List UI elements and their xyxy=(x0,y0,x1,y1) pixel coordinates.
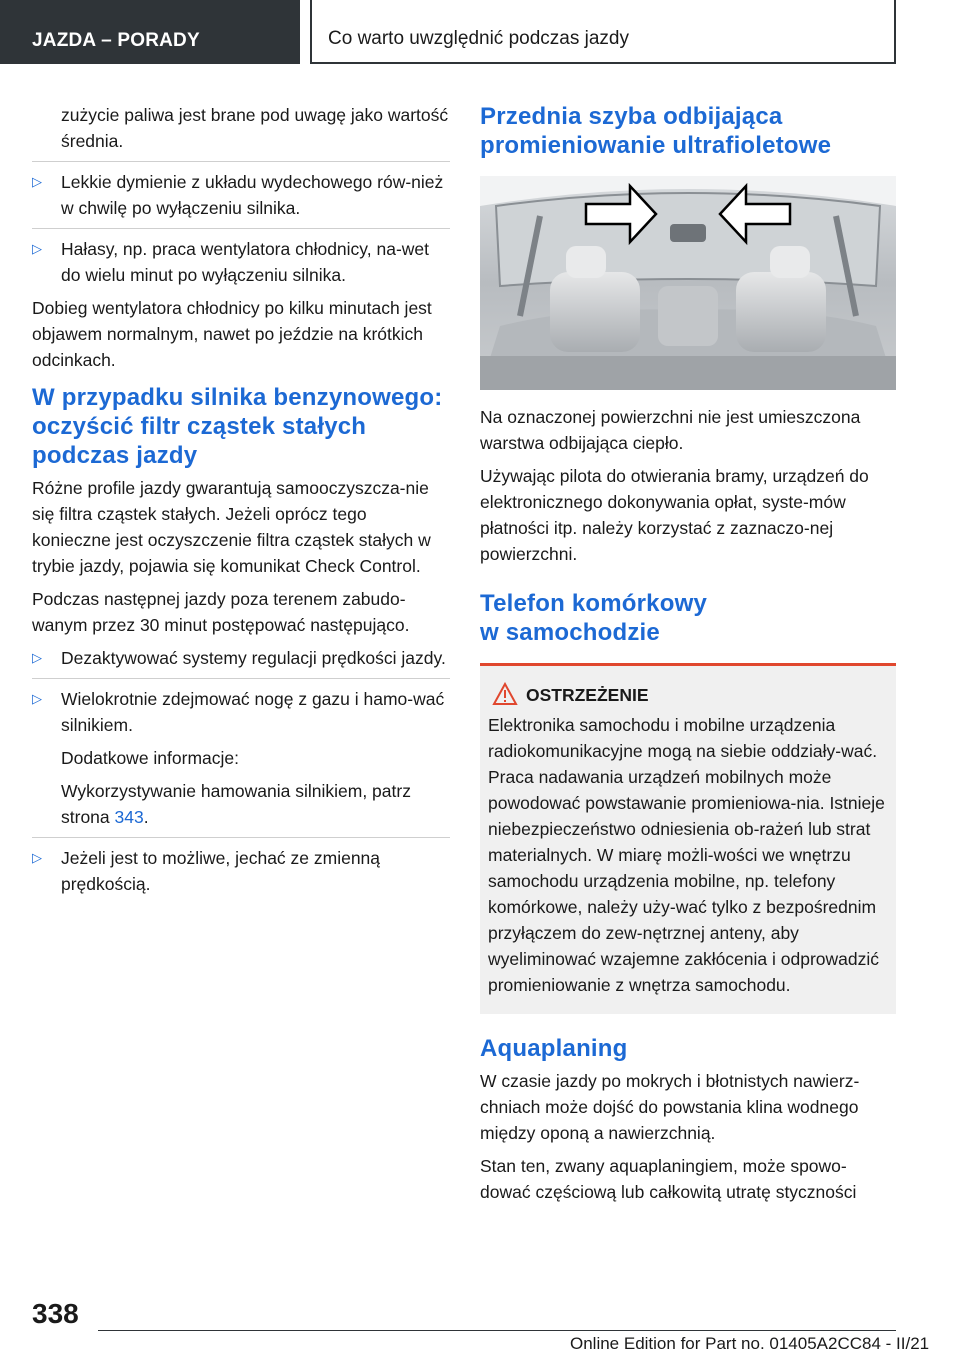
paragraph: Dobieg wentylatora chłodnicy po kilku minutach jest objawem normalnym, nawet po jeździe na krótkich odcinkach. xyxy=(32,298,432,370)
paragraph: Stan ten, zwany aquaplaningiem, może spowo-dować częściową lub całkowitą utratę styczności xyxy=(480,1156,857,1202)
list-item xyxy=(32,645,450,671)
list-item-text: Wielokrotnie zdejmować nogę z gazu i hamo-wać silnikiem. xyxy=(61,689,445,735)
list-item xyxy=(32,845,450,897)
list-item-text: Dezaktywować systemy regulacji prędkości jazdy. xyxy=(61,648,446,668)
page-link[interactable]: 343 xyxy=(114,807,144,827)
heading-line-2: w samochodzie xyxy=(480,619,660,646)
paragraph: W czasie jazdy po mokrych i błotnistych nawierz-chniach może dojść do powstania klina wodnego między oponą a nawierzchnią. xyxy=(480,1071,860,1143)
warning-text: Elektronika samochodu i mobilne urządzenia radiokomunikacyjne mogą na siebie oddziały-wać. Praca nadawania urządzeń mobilnych może powodować powstawanie promieniowa-nia. Istnieje niebezpieczeństwo odniesienia ob-rażeń lub strat materialnych. W miarę możli-wości we wnętrzu samochodu urządzenia mobilne, np. telefony komórkowe, należy uży-wać tylko z bezpośrednim przyłączem do zew-nętrznej anteny, aby wyeliminować wzajemne zakłócenia i odprowadzić promieniowanie z wnętrza samochodu. xyxy=(488,715,885,995)
divider xyxy=(32,161,450,162)
triangle-right-icon: ▷ xyxy=(32,174,42,189)
section-tab: JAZDA – PORADY xyxy=(0,0,300,64)
cross-reference-text: Wykorzystywanie hamowania silnikiem, patrz strona xyxy=(61,781,411,827)
divider xyxy=(32,678,450,679)
warning-header xyxy=(488,682,888,708)
section-heading: W przypadku silnika benzynowego: oczyścić filtr cząstek stałych podczas jazdy xyxy=(32,384,443,469)
paragraph: Na oznaczonej powierzchni nie jest umieszczona warstwa odbijająca ciepło. xyxy=(480,407,861,453)
section-heading: Aquaplaning xyxy=(480,1035,628,1062)
heading-line-1: Telefon komórkowy xyxy=(480,590,707,617)
edition-footer: Online Edition for Part no. 01405A2CC84 - II/21 xyxy=(570,1334,930,1353)
list-item xyxy=(32,686,450,738)
triangle-right-icon: ▷ xyxy=(32,850,42,865)
paragraph: Używając pilota do otwierania bramy, urządzeń do elektronicznego dokonywania opłat, syste-mów płatności itp. należy korzystać z zaznaczo-nej powierzchni. xyxy=(480,466,869,564)
footer-rule xyxy=(98,1330,896,1331)
left-column xyxy=(32,102,450,904)
paragraph: Dodatkowe informacje: xyxy=(61,748,239,768)
paragraph: Podczas następnej jazdy poza terenem zabudo-wanym przez 30 minut postępować następująco. xyxy=(32,589,410,635)
punctuation: . xyxy=(143,807,149,827)
section-heading: Przednia szyba odbijająca promieniowanie ultrafioletowe xyxy=(480,103,832,159)
triangle-right-icon: ▷ xyxy=(32,650,42,665)
warning-box xyxy=(480,663,896,1014)
chapter-title: Co warto uwzględnić podczas jazdy xyxy=(310,0,896,64)
paragraph: zużycie paliwa jest brane pod uwagę jako wartość średnia. xyxy=(61,105,449,151)
divider xyxy=(32,837,450,838)
list-item xyxy=(32,236,450,288)
right-column xyxy=(480,102,896,1212)
warning-triangle-icon xyxy=(492,682,518,706)
windshield-photo xyxy=(480,176,896,390)
divider xyxy=(32,228,450,229)
list-item-text: Hałasy, np. praca wentylatora chłodnicy, na-wet do wielu minut po wyłączeniu silnika. xyxy=(61,239,430,285)
paragraph: Różne profile jazdy gwarantują samooczyszcza-nie się filtra cząstek stałych. Jeżeli oprócz tego konieczne jest oczyszczenie filtra cząstek stałych w trybie jazdy, pojawia się komunikat Check Control. xyxy=(32,478,431,576)
paragraph xyxy=(32,778,450,830)
triangle-right-icon: ▷ xyxy=(32,241,42,256)
warning-title: OSTRZEŻENIE xyxy=(526,685,649,705)
section-heading xyxy=(480,589,896,647)
triangle-right-icon: ▷ xyxy=(32,691,42,706)
page-header xyxy=(0,0,960,64)
page-number: 338 xyxy=(32,1298,79,1329)
list-item xyxy=(32,169,450,221)
list-item-text: Lekkie dymienie z układu wydechowego rów-nież w chwilę po wyłączeniu silnika. xyxy=(61,172,444,218)
list-item-text: Jeżeli jest to możliwe, jechać ze zmienną prędkością. xyxy=(61,848,381,894)
